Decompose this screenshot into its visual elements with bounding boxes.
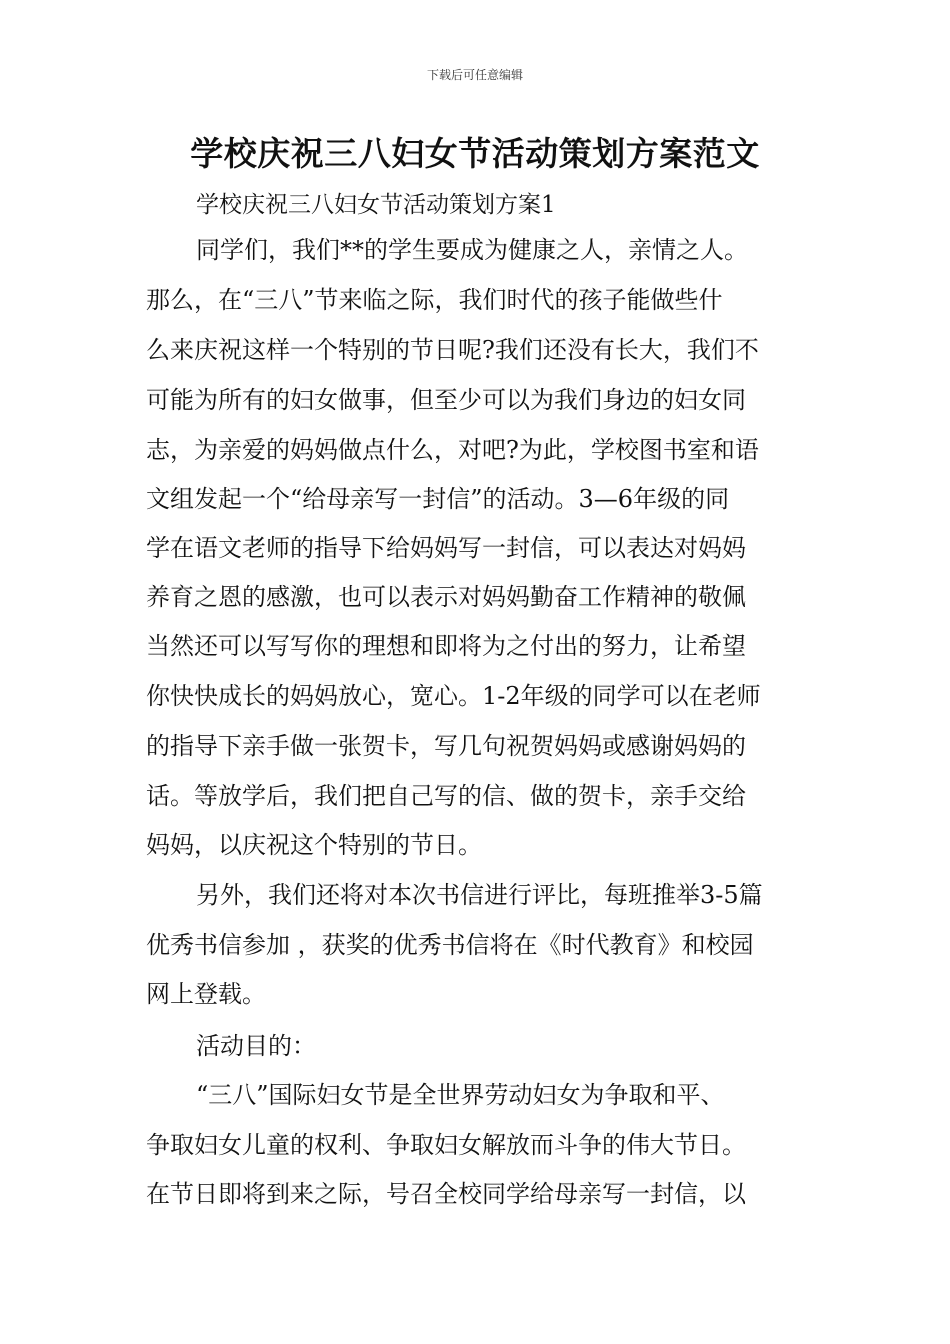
document-subtitle: 学校庆祝三八妇女节活动策划方案1 xyxy=(196,192,556,218)
body-line-5: 志，为亲爱的妈妈做点什么，对吧?为此，学校图书室和语 xyxy=(146,436,759,464)
body-line-12: 话。等放学后，我们把自己写的信、做的贺卡，亲手交给 xyxy=(146,782,746,810)
body-line-10: 你快快成长的妈妈放心，宽心。1-2年级的同学可以在老师 xyxy=(146,682,761,710)
page-header-note: 下载后可任意编辑 xyxy=(426,68,523,82)
body-line-15: 优秀书信参加 ，获奖的优秀书信将在《时代教育》和校园 xyxy=(146,931,754,959)
body-line-18: “三八”国际妇女节是全世界劳动妇女为争取和平、 xyxy=(196,1081,725,1109)
body-line-19: 争取妇女儿童的权利、争取妇女解放而斗争的伟大节日。 xyxy=(146,1131,746,1159)
document-title: 学校庆祝三八妇女节活动策划方案范文 xyxy=(190,134,760,173)
body-line-2: 那么，在“三八”节来临之际，我们时代的孩子能做些什 xyxy=(146,286,723,314)
body-line-14: 另外，我们还将对本次书信进行评比，每班推举3-5篇 xyxy=(196,881,763,909)
body-line-16: 网上登载。 xyxy=(146,980,266,1008)
body-line-11: 的指导下亲手做一张贺卡，写几句祝贺妈妈或感谢妈妈的 xyxy=(146,732,746,760)
body-line-8: 养育之恩的感激，也可以表示对妈妈勤奋工作精神的敬佩 xyxy=(146,583,746,611)
body-line-7: 学在语文老师的指导下给妈妈写一封信，可以表达对妈妈 xyxy=(146,534,746,562)
body-line-13: 妈妈，以庆祝这个特别的节日。 xyxy=(146,831,482,859)
body-line-1: 同学们，我们**的学生要成为健康之人，亲情之人。 xyxy=(196,236,748,264)
section-heading-goal: 活动目的： xyxy=(196,1032,316,1060)
body-line-4: 可能为所有的妇女做事，但至少可以为我们身边的妇女同 xyxy=(146,386,746,414)
body-line-20: 在节日即将到来之际，号召全校同学给母亲写一封信，以 xyxy=(146,1180,746,1208)
body-line-3: 么来庆祝这样一个特别的节日呢?我们还没有长大，我们不 xyxy=(146,336,759,364)
body-line-6: 文组发起一个“给母亲写一封信”的活动。3—6年级的同 xyxy=(146,485,730,513)
body-line-9: 当然还可以写写你的理想和即将为之付出的努力，让希望 xyxy=(146,632,746,660)
